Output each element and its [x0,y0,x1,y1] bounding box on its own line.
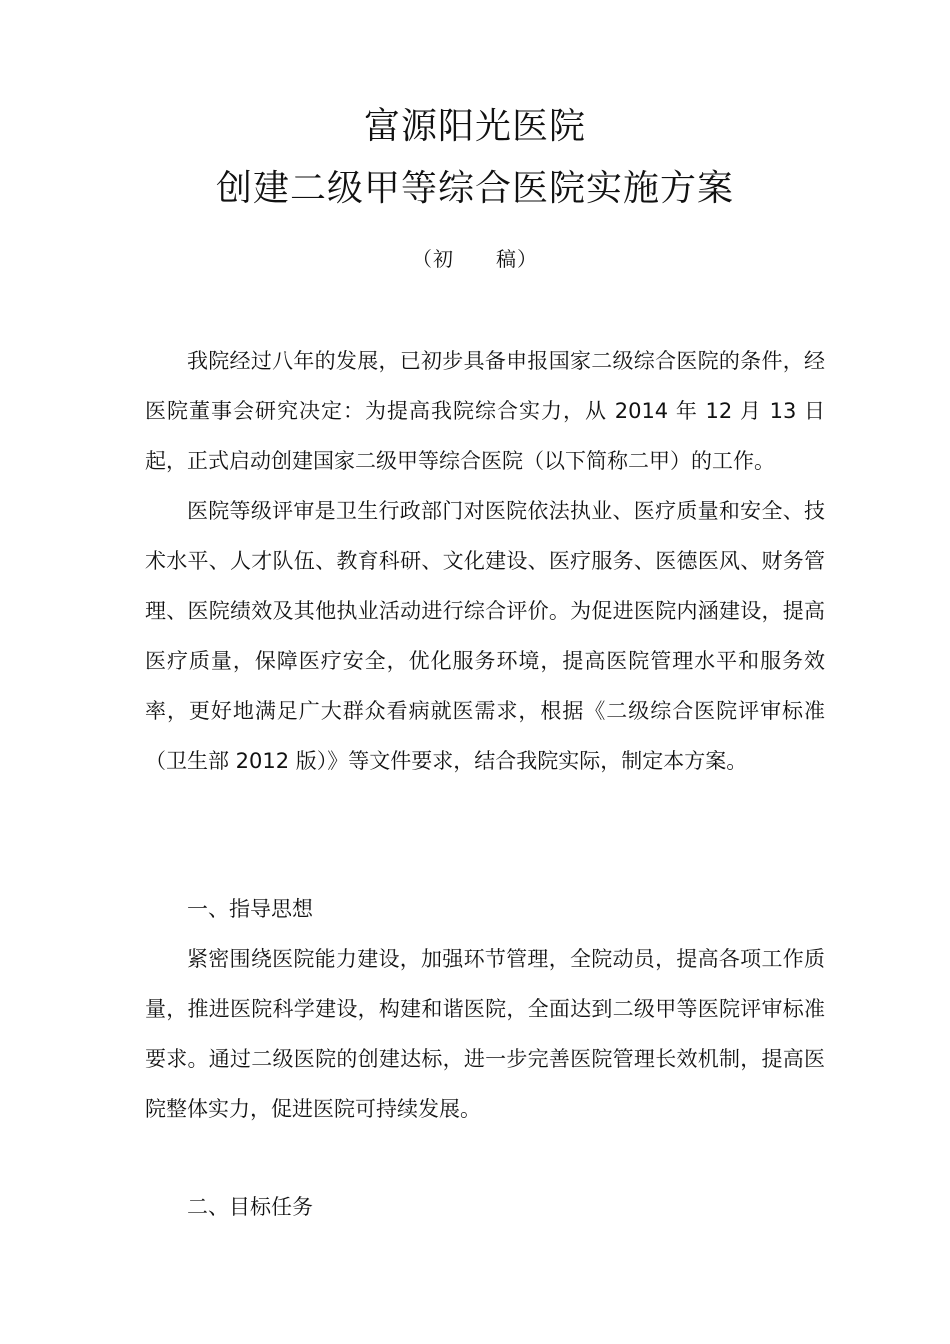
guiding-ideology-paragraph: 紧密围绕医院能力建设，加强环节管理，全院动员，提高各项工作质量，推进医院科学建设，构建和谐医院，全面达到二级甲等医院评审标准要求。通过二级医院的创建达标，进一步完善医院管理长效机制，提高医院整体实力，促进医院可持续发展。 [145,947,825,1121]
document-title-hospital: 富源阳光医院 [363,106,586,147]
section-heading-goals-tasks: 二、目标任务 [187,1195,313,1219]
document-title-plan: 创建二级甲等综合医院实施方案 [215,168,734,209]
intro-paragraph: 我院经过八年的发展，已初步具备申报国家二级综合医院的条件，经医院董事会研究决定：为提高我院综合实力，从 2014 年 12 月 13 日起，正式启动创建国家二级甲等综合医院（以下简称二甲）的工作。 [145,349,825,473]
background-paragraph: 医院等级评审是卫生行政部门对医院依法执业、医疗质量和安全、技术水平、人才队伍、教育科研、文化建设、医疗服务、医德医风、财务管理、医院绩效及其他执业活动进行综合评价。为促进医院内涵建设，提高医疗质量，保障医疗安全，优化服务环境，提高医院管理水平和服务效率，更好地满足广大群众看病就医需求，根据《二级综合医院评审标准（卫生部 2012 版）》等文件要求，结合我院实际，制定本方案。 [145,499,825,773]
section-heading-guiding-ideology: 一、指导思想 [187,897,313,921]
draft-label: （初 稿） [412,247,538,271]
